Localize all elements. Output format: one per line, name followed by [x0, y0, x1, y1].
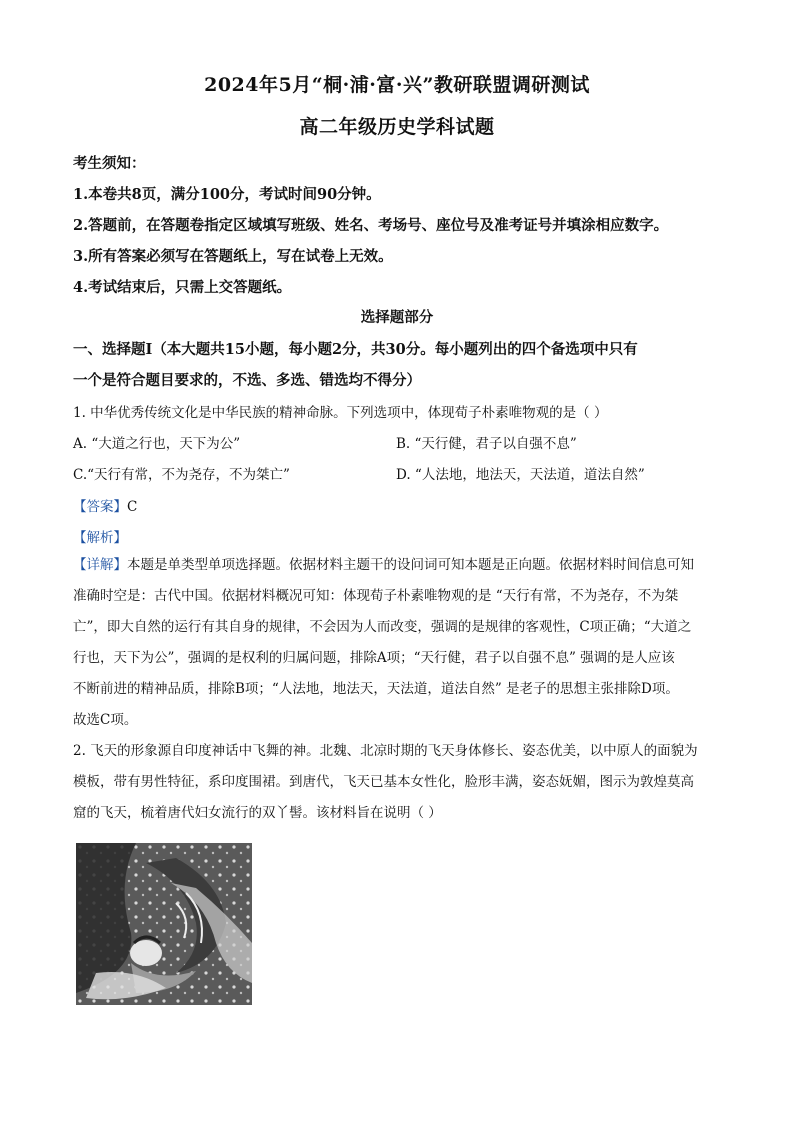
q1-option-a: A. “大道之行也，天下为公” [73, 436, 241, 452]
section-intro-line-1: 一、选择题Ⅰ（本大题共15小题，每小题2分，共30分。每小题列出的四个备选项中只有 [73, 341, 638, 358]
q2-line-2: 模板，带有男性特征，系印度围裙。到唐代，飞天已基本女性化，脸形丰满，姿态妩媚，图示为敦煌莫高 [73, 774, 694, 790]
notice-item-4: 4.考试结束后，只需上交答题纸。 [73, 279, 292, 296]
detail-line-5: 不断前进的精神品质，排除B项；“人法地，地法天，天法道，道法自然” 是老子的思想主张排除D项。 [73, 681, 679, 697]
exam-title: 2024年5月“桐·浦·富·兴”教研联盟调研测试 [204, 74, 590, 96]
q1-option-b: B. “天行健，君子以自强不息” [396, 436, 577, 452]
notice-item-2: 2.答题前，在答题卷指定区域填写班级、姓名、考场号、座位号及准考证号并填涂相应数字。 [73, 217, 669, 234]
section-intro-line-2: 一个是符合题目要求的，不选、多选、错选均不得分） [73, 372, 421, 389]
q2-line-1: 2. 飞天的形象源自印度神话中飞舞的神。北魏、北凉时期的飞天身体修长、姿态优美，以中原人的面貌为 [73, 743, 698, 759]
q1-option-c: C.“天行有常，不为尧存，不为桀亡” [73, 467, 290, 483]
detail-line-4: 行也，天下为公”，强调的是权利的归属问题，排除A项；“天行健，君子以自强不息” 强调的是人应该 [73, 650, 675, 666]
q1-stem: 1. 中华优秀传统文化是中华民族的精神命脉。下列选项中，体现荀子朴素唯物观的是（ ） [73, 405, 608, 421]
exam-subtitle: 高二年级历史学科试题 [299, 116, 495, 138]
detail-line-1: 【详解】本题是单类型单项选择题。依据材料主题干的设问词可知本题是正向题。依据材料时间信息可知 [73, 557, 694, 573]
q2-stem [73, 736, 723, 829]
notice-heading: 考生须知： [73, 155, 146, 172]
q1-answer [73, 495, 137, 515]
answer-value: C [127, 499, 138, 515]
q2-line-3: 窟的飞天，梳着唐代妇女流行的双丫髻。该材料旨在说明（ ） [73, 805, 442, 821]
answer-label: 【答案】 [73, 499, 127, 515]
section-title: 选择题部分 [360, 309, 434, 326]
notice-item-3: 3.所有答案必须写在答题纸上，写在试卷上无效。 [73, 248, 393, 265]
detail-line-2: 准确时空是：古代中国。依据材料概况可知：体现荀子朴素唯物观的是 “天行有常，不为尧存，不为桀 [73, 588, 679, 604]
notice-item-1: 1.本卷共8页，满分100分，考试时间90分钟。 [73, 186, 381, 203]
q1-detail [73, 550, 723, 736]
analysis-label: 【解析】 [73, 530, 127, 546]
detail-label: 【详解】 [73, 557, 127, 573]
detail-line-6: 故选C项。 [73, 712, 138, 728]
detail-line-3: 亡”，即大自然的运行有其自身的规律，不会因为人而改变，强调的是规律的客观性，C项正确；“大道之 [73, 619, 692, 635]
flying-apsara-image [76, 843, 252, 1005]
q1-option-d: D. “人法地，地法天，天法道，道法自然” [396, 467, 645, 483]
